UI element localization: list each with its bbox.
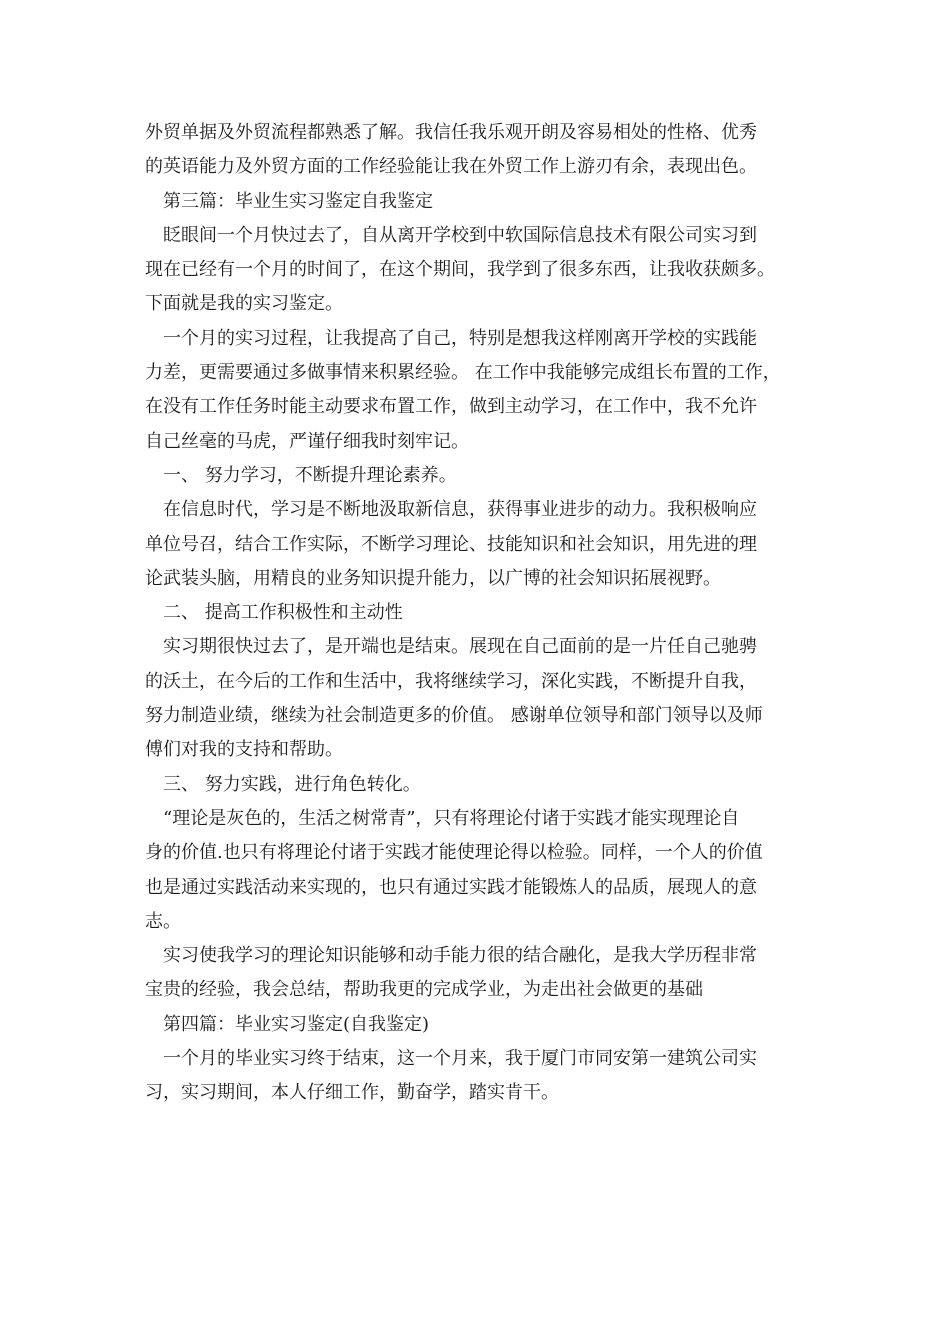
text-line: 第四篇：毕业实习鉴定(自我鉴定) xyxy=(163,1013,430,1035)
text-line: 三、 努力实践，进行角色转化。 xyxy=(163,773,421,795)
text-line: 自己丝毫的马虎，严谨仔细我时刻牢记。 xyxy=(145,430,469,452)
text-line: 志。 xyxy=(145,910,181,932)
text-line: “理论是灰色的，生活之树常青”，只有将理论付诸于实践才能实现理论自 xyxy=(163,807,740,829)
text-line: 力差，更需要通过多做事情来积累经验。 在工作中我能够完成组长布置的工作， xyxy=(145,362,781,384)
text-line: 身的价值.也只有将理论付诸于实践才能使理论得以检验。同样，一个人的价值 xyxy=(145,842,763,864)
text-line: 一、 努力学习，不断提升理论素养。 xyxy=(163,464,457,486)
text-line: 现在已经有一个月的时间了，在这个期间，我学到了很多东西，让我收获颇多。 xyxy=(145,259,775,281)
text-line: 习，实习期间，本人仔细工作，勤奋学，踏实肯干。 xyxy=(145,1082,559,1104)
text-line: 傅们对我的支持和帮助。 xyxy=(145,739,343,761)
document-body xyxy=(145,116,825,1111)
text-line: 论武装头脑，用精良的业务知识提升能力，以广博的社会知识拓展视野。 xyxy=(145,567,721,589)
text-line: 宝贵的经验，我会总结，帮助我更的完成学业，为走出社会做更的基础 xyxy=(145,979,703,1001)
text-line: 实习期很快过去了，是开端也是结束。展现在自己面前的是一片任自己驰骋 xyxy=(163,636,757,658)
text-line: 二、 提高工作积极性和主动性 xyxy=(163,602,403,624)
text-line: 在信息时代，学习是不断地汲取新信息，获得事业进步的动力。我积极响应 xyxy=(163,499,757,521)
text-line: 第三篇：毕业生实习鉴定自我鉴定 xyxy=(163,190,433,212)
text-line: 的英语能力及外贸方面的工作经验能让我在外贸工作上游刃有余，表现出色。 xyxy=(145,156,757,178)
text-line: 单位号召，结合工作实际，不断学习理论、技能知识和社会知识，用先进的理 xyxy=(145,533,757,555)
text-line: 实习使我学习的理论知识能够和动手能力很的结合融化，是我大学历程非常 xyxy=(163,945,757,967)
text-line: 外贸单据及外贸流程都熟悉了解。我信任我乐观开朗及容易相处的性格、优秀 xyxy=(145,122,757,143)
text-line: 下面就是我的实习鉴定。 xyxy=(145,293,343,315)
text-line: 在没有工作任务时能主动要求布置工作，做到主动学习，在工作中，我不允许 xyxy=(145,396,757,418)
text-line: 一个月的毕业实习终于结束，这一个月来，我于厦门市同安第一建筑公司实 xyxy=(163,1048,757,1070)
text-line: 努力制造业绩，继续为社会制造更多的价值。 感谢单位领导和部门领导以及师 xyxy=(145,705,763,727)
text-line: 的沃土，在今后的工作和生活中，我将继续学习，深化实践，不断提升自我， xyxy=(145,670,757,692)
text-line: 眨眼间一个月快过去了，自从离开学校到中软国际信息技术有限公司实习到 xyxy=(163,224,757,246)
text-line: 一个月的实习过程，让我提高了自己，特别是想我这样刚离开学校的实践能 xyxy=(163,327,757,349)
text-line: 也是通过实践活动来实现的，也只有通过实践才能锻炼人的品质，展现人的意 xyxy=(145,876,757,898)
